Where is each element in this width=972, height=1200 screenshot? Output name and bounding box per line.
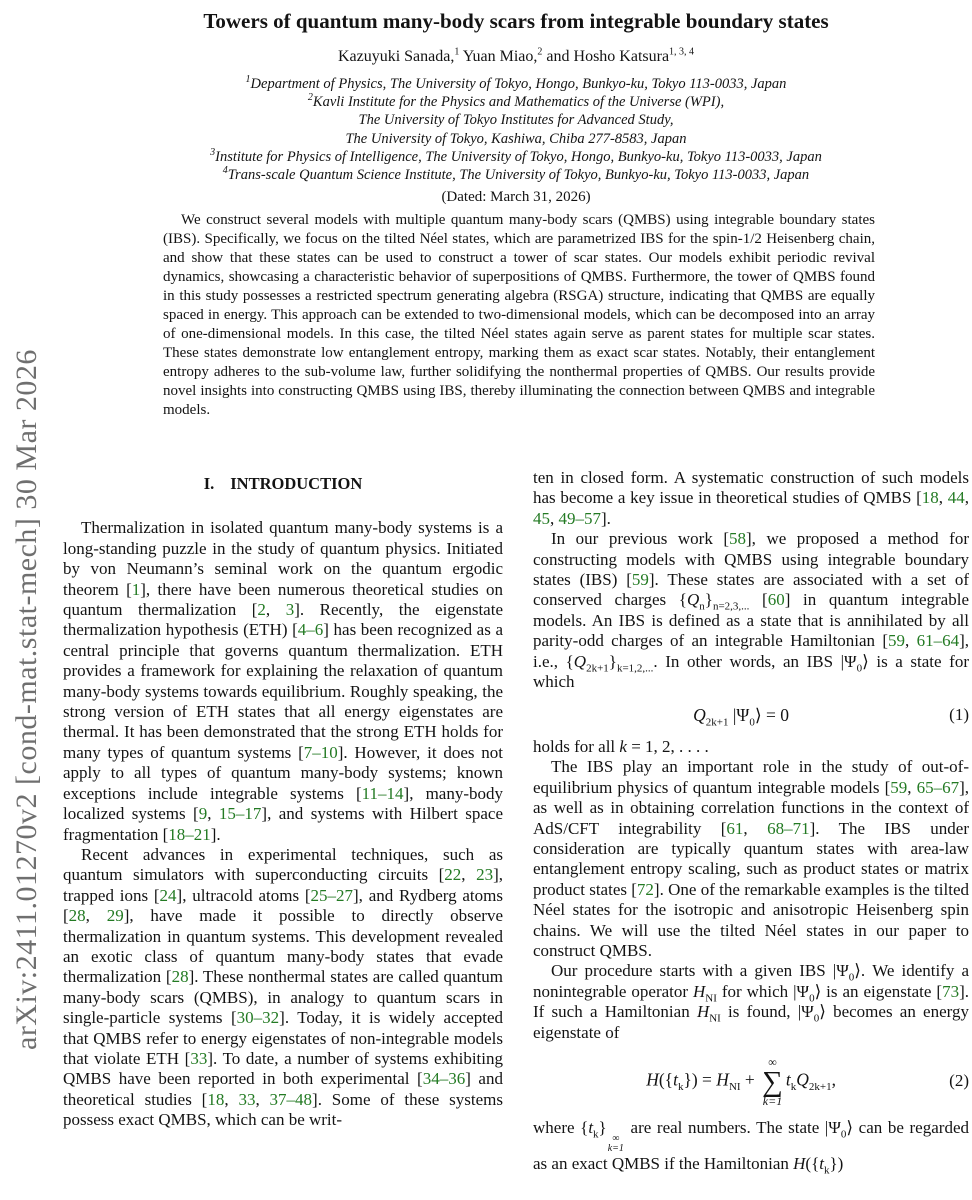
intro-paragraph-4: In our previous work [58], we proposed a method for constructing models with QMBS using integrable boundary states (IBS) [59]. These states are associated with a set of conserved charges $\{Q_n\}_{n=2,3,...}$ [60] in quantum integrable models. An IBS is defined as a state that is annihilated by all parity-odd charges of an integrable Hamiltonian [59, 61–64], i.e., $\{Q_{2k+1}\}_{k=1,2,...}$. In other words, an IBS $|\Psi_0⟩$ is a state for which — [533, 529, 969, 692]
citation-link[interactable]: 18 — [921, 488, 939, 508]
citation-link[interactable]: 1 — [131, 579, 141, 599]
authors-line: Kazuyuki Sanada,$^1$ Yuan Miao,$^2$ and Hosho Katsura$^{1, 3, 4}$ — [337, 46, 695, 65]
paper-title: Towers of quantum many-body scars from integrable boundary states — [203, 9, 829, 33]
equation-1-number: (1) — [949, 705, 969, 725]
citation-link[interactable]: 59 — [888, 631, 906, 651]
section-number: I. — [203, 474, 215, 493]
citation-link[interactable]: 11–14 — [361, 783, 404, 803]
citation-link[interactable]: 23 — [476, 865, 494, 885]
intro-paragraph-1: Thermalization in isolated quantum many-body systems is a long-standing puzzle in the study of quantum physics. Initiated by von Neumann’s seminal work on the quantum ergodic theorem [1], there have been numerous theoretical studies on quantum thermalization [2, 3]. Recently, the eigenstate thermalization hypothesis (ETH) [4–6] has been recognized as a central principle that governs quantum thermalization. ETH provides a framework for explaining the relaxation of quantum many-body systems towards equilibrium. Roughly speaking, the strong version of ETH states that all energy eigenstates are thermal. It has been demonstrated that the strong ETH holds for many types of quantum systems [7–10]. However, it does not apply to all types of quantum many-body systems; known exceptions include integrable systems [11–14], many-body localized systems [9, 15–17], and systems with Hilbert space fragmentation [18–21]. — [63, 518, 503, 844]
affiliation-line-4: The University of Tokyo, Kashiwa, Chiba 277-8583, Japan — [345, 130, 687, 147]
citation-link[interactable]: 72 — [636, 879, 654, 899]
citation-link[interactable]: 30–32 — [236, 1008, 280, 1028]
citation-link[interactable]: 29 — [106, 906, 124, 926]
abstract-text: We construct several models with multiple quantum many-body scars (QMBS) using integrable boundary states (IBS). Specifically, we focus on the tilted Néel states, which are parametrized IBS for the spin-1/2 Heisenberg chain, and show that these states can be used to construct a tower of scar states. Our models exhibit periodic revival dynamics, showcasing a characteristic behavior of superpositions of QMBS. Furthermore, the tower of QMBS found in this study possesses a restricted spectrum generating algebra (RSGA) structure, indicating that QMBS are equally spaced in energy. This approach can be extended to two-dimensional models, which can be decomposed into an array of one-dimensional models. In this case, the tilted Néel states again serve as parent states for multiple scar states. These states demonstrate low entanglement entropy, marking them as exact scar states. Notably, their entanglement entropy adheres to the sub-volume law, further solidifying the nonthermal properties of QMBS. Our results provide novel insights into constructing QMBS using IBS, thereby illuminating the connection between QMBS and integrable models. — [163, 212, 875, 418]
citation-link[interactable]: 33 — [238, 1089, 256, 1109]
intro-paragraph-7: Our procedure starts with a given IBS $|\Psi_0⟩$. We identify a nonintegrable operator $H_{NI}$ for which $|\Psi_0⟩$ is an eigenstate [73]. If such a Hamiltonian $H_{NI}$ is found, $|\Psi_0⟩$ becomes an energy eigenstate of — [533, 961, 969, 1042]
paper-header — [63, 0, 969, 206]
citation-link[interactable]: 3 — [285, 600, 295, 620]
citation-link[interactable]: 25–27 — [310, 885, 354, 905]
citation-link[interactable]: 45 — [533, 508, 550, 528]
citation-link[interactable]: 9 — [198, 804, 208, 824]
right-column — [533, 468, 969, 1200]
equation-2-body: $H(\{t_k\}) = H_{NI}$ + ∞ ∑ k=1 $t_kQ_{2k+1}$, — [646, 1054, 836, 1108]
citation-link[interactable]: 58 — [729, 529, 747, 549]
left-column — [63, 468, 503, 1200]
date-line: (Dated: March 31, 2026) — [441, 189, 591, 206]
citation-link[interactable]: 18–21 — [168, 824, 211, 844]
citation-link[interactable]: 15–17 — [218, 804, 262, 824]
citation-link[interactable]: 59 — [890, 777, 908, 797]
affiliation-line-3: The University of Tokyo Institutes for Advanced Study, — [358, 112, 674, 129]
intro-paragraph-3: ten in closed form. A systematic construction of such models has become a key issue in theoretical studies of QMBS [18, 44, 45, 49–57]. — [533, 468, 969, 528]
citation-link[interactable]: 33 — [190, 1048, 208, 1068]
affiliation-line-6: $^4$Trans-scale Quantum Science Institute, The University of Tokyo, Bunkyo-ku, Tokyo 113-0033, Japan — [222, 165, 810, 184]
citation-link[interactable]: 68–71 — [767, 818, 810, 838]
citation-link[interactable]: 28 — [68, 906, 86, 926]
citation-link[interactable]: 73 — [942, 981, 960, 1001]
citation-link[interactable]: 65–67 — [916, 777, 960, 797]
intro-paragraph-8: where $\{t_k\}$ ∞ k=1 are real numbers. The state $|\Psi_0⟩$ can be regarded as an exact QMBS if the Hamiltonian $H(\{t_k\})$ — [533, 1118, 969, 1177]
affiliation-line-2: $^2$Kavli Institute for the Physics and Mathematics of the Universe (WPI), — [307, 92, 725, 111]
section-title: INTRODUCTION — [230, 474, 363, 493]
citation-link[interactable]: 34–36 — [422, 1069, 466, 1089]
citation-link[interactable]: 49–57 — [558, 508, 601, 528]
section-heading-introduction — [63, 474, 503, 494]
citation-link[interactable]: 28 — [171, 967, 189, 987]
citation-link[interactable]: 37–48 — [269, 1089, 313, 1109]
limits-stack: ∞ k=1 — [607, 1133, 624, 1155]
citation-link[interactable]: 60 — [767, 590, 785, 610]
citation-link[interactable]: 18 — [207, 1089, 225, 1109]
citation-link[interactable]: 61 — [726, 818, 744, 838]
citation-link[interactable]: 4–6 — [297, 620, 324, 640]
citation-link[interactable]: 22 — [444, 865, 462, 885]
citation-link[interactable]: 61–64 — [916, 631, 960, 651]
equation-2-number: (2) — [949, 1071, 969, 1091]
affiliation-line-5: $^3$Institute for Physics of Intelligence, The University of Tokyo, Hongo, Bunkyo-ku, Tokyo 113-0033, Japan — [210, 146, 822, 165]
intro-paragraph-5: holds for all k = 1, 2, . . . . — [533, 736, 709, 756]
citation-link[interactable]: 2 — [257, 600, 266, 620]
citation-link[interactable]: 44 — [947, 488, 965, 508]
citation-link[interactable]: 59 — [631, 570, 649, 590]
equation-1 — [533, 705, 969, 729]
affiliations-block — [63, 75, 969, 184]
affiliation-line-1: $^1$Department of Physics, The University of Tokyo, Hongo, Bunkyo-ku, Tokyo 113-0033, Japan — [245, 74, 787, 92]
equation-2 — [533, 1056, 969, 1107]
summation-symbol: ∞ ∑ k=1 — [762, 1054, 783, 1108]
equation-1-body: $Q_{2k+1}$ $|\Psi_0⟩ = 0$ — [693, 705, 790, 729]
intro-paragraph-6: The IBS play an important role in the study of out-of-equilibrium physics of quantum integrable models [59, 65–67], as well as in obtaining correlation functions in the context of AdS/CFT integrability [61, 68–71]. The IBS under consideration are typically quantum states with area-law entanglement entropy scaling, such as product states or matrix product states [72]. One of the remarkable examples is the tilted Néel states for the isotropic and anisotropic Heisenberg spin chains. We will use the tilted Néel states in our paper to construct QMBS. — [533, 757, 969, 960]
citation-link[interactable]: 24 — [159, 885, 177, 905]
intro-paragraph-2: Recent advances in experimental techniques, such as quantum simulators with superconducting circuits [22, 23], trapped ions [24], ultracold atoms [25–27], and Rydberg atoms [28, 29], have made it possible to directly observe thermalization in quantum systems. This development revealed an exotic class of quantum many-body states that evade thermalization [28]. These nonthermal states are called quantum many-body scars (QMBS), in analogy to quantum scars in single-particle systems [30–32]. Today, it is widely accepted that QMBS refer to energy eigenstates of non-integrable models that violate ETH [33]. To date, a number of systems exhibiting QMBS have been reported in both experimental [34–36] and theoretical studies [18, 33, 37–48]. Some of these systems possess exact QMBS, which can be writ- — [63, 844, 503, 1130]
citation-link[interactable]: 7–10 — [303, 742, 338, 762]
arxiv-watermark: arXiv:2411.01270v2 [cond-mat.stat-mech] 30 Mar 2026 — [10, 349, 43, 1051]
